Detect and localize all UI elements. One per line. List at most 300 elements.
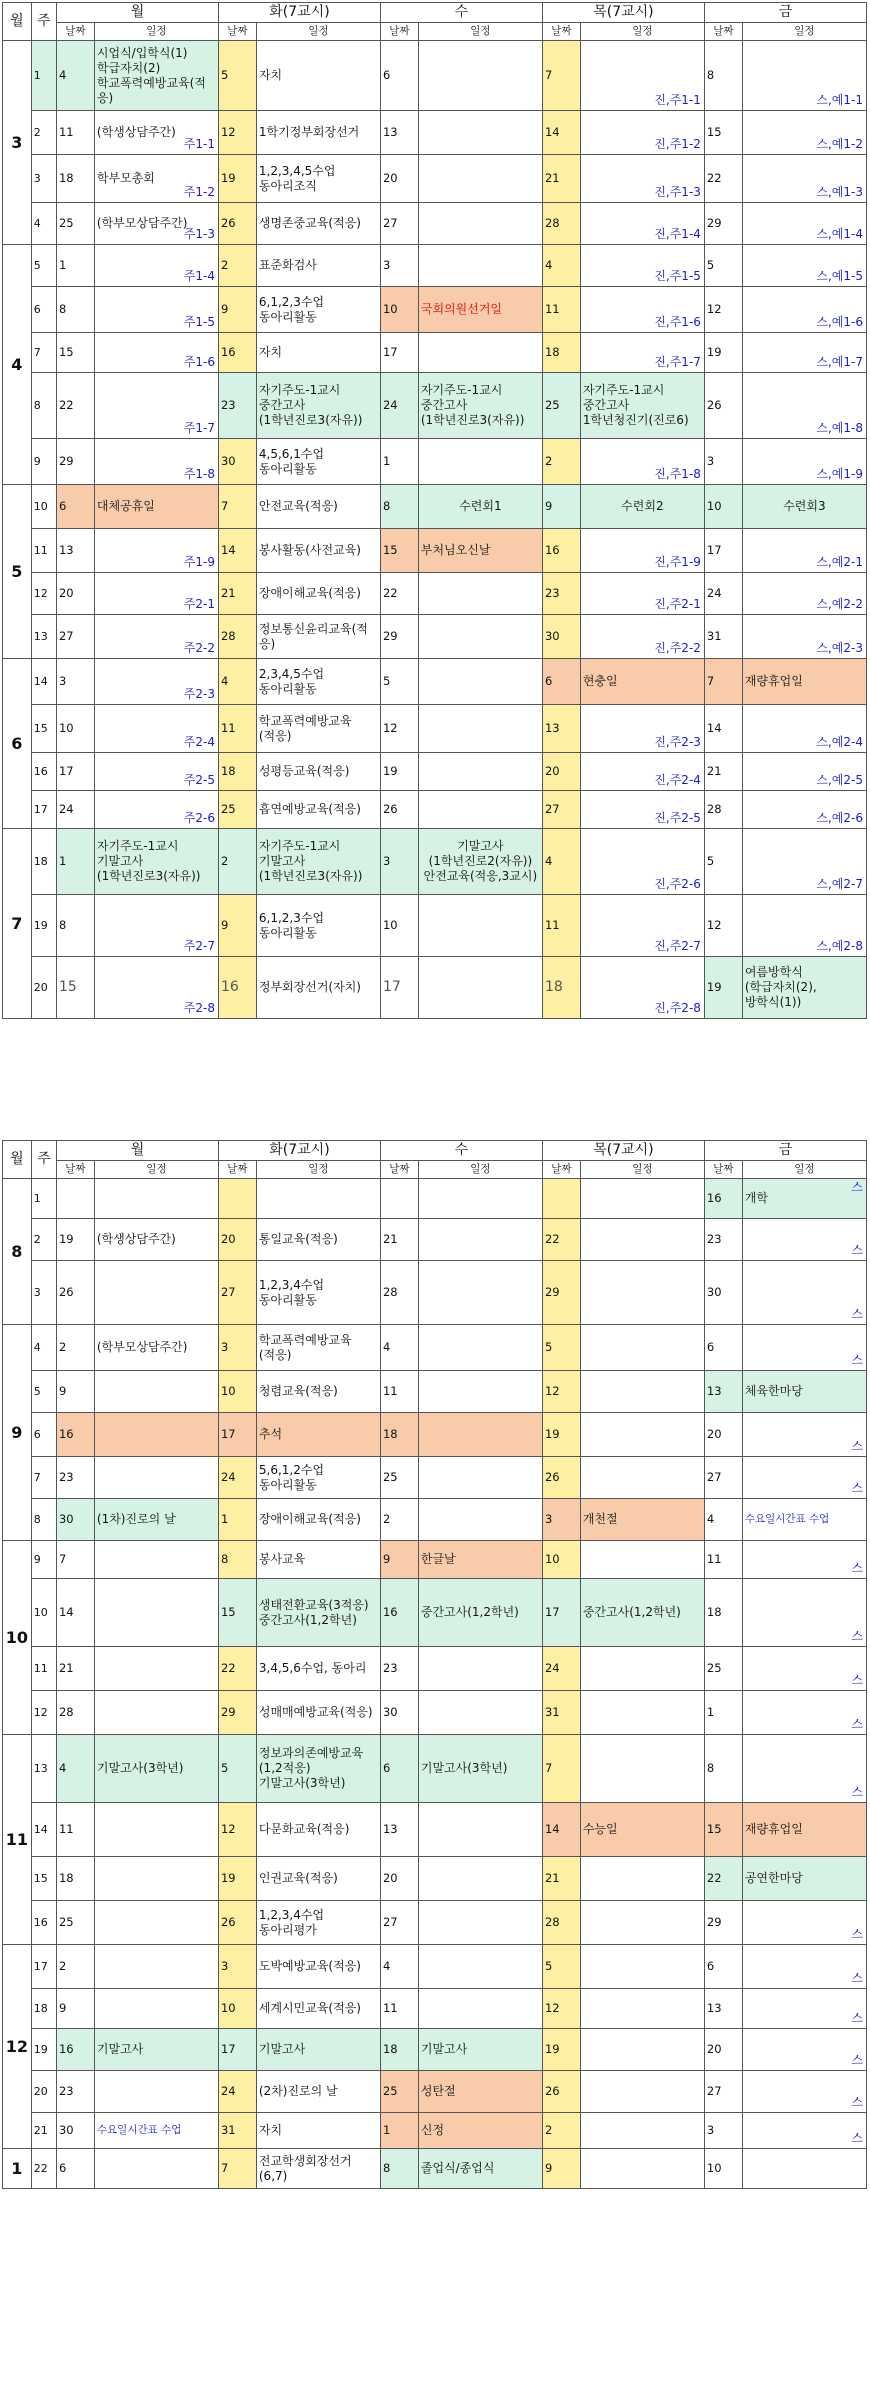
event-cell <box>580 1735 704 1803</box>
week-number: 8 <box>31 1499 56 1541</box>
week-header: 주 <box>31 1141 56 1179</box>
event-cell <box>94 287 218 333</box>
date-cell: 19 <box>704 957 742 1019</box>
event-cell <box>256 2071 380 2113</box>
date-cell: 16 <box>218 957 256 1019</box>
event-cell <box>256 1371 380 1413</box>
date-cell: 14 <box>704 705 742 753</box>
event-cell <box>580 155 704 203</box>
event-subheader: 일정 <box>418 23 542 41</box>
week-row <box>3 2149 867 2189</box>
event-cell <box>418 2113 542 2149</box>
week-row <box>3 1457 867 1499</box>
week-number: 17 <box>31 791 56 829</box>
event-cell <box>742 1735 866 1803</box>
event-cell <box>742 111 866 155</box>
event-text: 성평등교육(적응) <box>258 764 350 778</box>
event-cell <box>94 203 218 245</box>
event-cell <box>418 1371 542 1413</box>
date-cell: 6 <box>380 1735 418 1803</box>
event-cell <box>94 1413 218 1457</box>
event-cell <box>580 1261 704 1325</box>
class-code: 진,주2-8 <box>654 1001 701 1015</box>
class-code: 스,예2-4 <box>816 735 863 749</box>
event-text: 수련회1 <box>459 499 502 513</box>
date-cell: 5 <box>704 829 742 895</box>
event-cell <box>742 1261 866 1325</box>
event-text: 현충일 <box>582 674 618 688</box>
class-code: 스 <box>851 1927 863 1941</box>
event-text: 수능일 <box>582 1822 618 1836</box>
date-cell: 22 <box>542 1219 580 1261</box>
date-cell: 16 <box>380 1579 418 1647</box>
date-cell: 16 <box>218 333 256 373</box>
week-row <box>3 1541 867 1579</box>
class-code: 스 <box>851 1629 863 1643</box>
event-cell <box>94 2149 218 2189</box>
event-cell <box>94 753 218 791</box>
class-code: 주1-4 <box>183 269 215 283</box>
event-text: 자치 <box>258 2123 283 2137</box>
class-code: 스 <box>851 1673 863 1687</box>
month-cell: 7 <box>3 829 32 1019</box>
date-cell: 8 <box>380 2149 418 2189</box>
date-cell: 7 <box>704 659 742 705</box>
class-code: 스,예1-6 <box>816 315 863 329</box>
date-cell: 12 <box>380 705 418 753</box>
event-text: (학부모상담주간) <box>96 1340 188 1354</box>
event-text: 통일교육(적응) <box>258 1232 338 1246</box>
class-code: 스,예2-2 <box>816 597 863 611</box>
date-cell: 21 <box>380 1219 418 1261</box>
week-row <box>3 485 867 529</box>
date-cell: 7 <box>218 2149 256 2189</box>
month-cell: 5 <box>3 485 32 659</box>
event-cell <box>94 1457 218 1499</box>
event-cell <box>742 705 866 753</box>
event-cell <box>580 1499 704 1541</box>
week-row <box>3 1901 867 1945</box>
event-cell <box>256 705 380 753</box>
class-code: 스,예1-2 <box>816 137 863 151</box>
date-cell: 29 <box>704 1901 742 1945</box>
month-cell: 4 <box>3 245 32 485</box>
event-cell <box>580 1691 704 1735</box>
class-code: 진,주1-5 <box>654 269 701 283</box>
event-text: 대체공휴일 <box>96 499 155 513</box>
class-code: 진,주1-4 <box>654 227 701 241</box>
event-cell <box>418 1691 542 1735</box>
date-cell: 10 <box>542 1541 580 1579</box>
event-cell <box>742 2149 866 2189</box>
event-cell <box>742 439 866 485</box>
event-cell <box>418 895 542 957</box>
date-cell: 20 <box>704 1413 742 1457</box>
week-header: 주 <box>31 3 56 41</box>
event-cell <box>94 41 218 111</box>
week-number: 8 <box>31 373 56 439</box>
date-cell: 27 <box>56 615 94 659</box>
date-cell: 3 <box>542 1499 580 1541</box>
event-cell <box>94 615 218 659</box>
event-cell <box>256 2149 380 2189</box>
date-cell: 15 <box>704 111 742 155</box>
week-row <box>3 245 867 287</box>
date-cell: 9 <box>380 1541 418 1579</box>
event-cell <box>580 2113 704 2149</box>
event-cell <box>256 573 380 615</box>
event-cell <box>256 1179 380 1219</box>
date-cell: 18 <box>542 333 580 373</box>
week-row <box>3 1179 867 1219</box>
month-cell: 10 <box>3 1541 32 1735</box>
month-cell: 8 <box>3 1179 32 1325</box>
event-text: 성탄절 <box>420 2084 456 2098</box>
event-cell <box>580 203 704 245</box>
week-number: 16 <box>31 1901 56 1945</box>
class-code: 스 <box>851 2095 863 2109</box>
date-cell: 22 <box>380 573 418 615</box>
class-code: 주2-3 <box>183 687 215 701</box>
date-cell: 5 <box>542 1325 580 1371</box>
class-code: 스,예1-1 <box>816 93 863 107</box>
event-text: 자치 <box>258 68 283 82</box>
event-text: 수련회3 <box>783 499 826 513</box>
event-cell <box>94 245 218 287</box>
date-cell: 29 <box>380 615 418 659</box>
event-cell <box>94 1179 218 1219</box>
event-text: 청렴교육(적응) <box>258 1384 338 1398</box>
week-row <box>3 111 867 155</box>
event-cell <box>256 41 380 111</box>
date-cell: 3 <box>56 659 94 705</box>
week-number: 18 <box>31 829 56 895</box>
date-cell: 10 <box>218 1989 256 2029</box>
week-number: 3 <box>31 1261 56 1325</box>
week-number: 10 <box>31 485 56 529</box>
event-text: 체육한마당 <box>744 1384 803 1398</box>
date-cell: 2 <box>542 439 580 485</box>
class-code: 주1-2 <box>183 185 215 199</box>
event-cell <box>580 333 704 373</box>
date-cell: 2 <box>380 1499 418 1541</box>
semester-2-table <box>2 1140 867 2189</box>
date-cell: 11 <box>542 287 580 333</box>
week-row <box>3 1691 867 1735</box>
date-cell: 21 <box>704 753 742 791</box>
date-cell: 2 <box>218 829 256 895</box>
date-cell: 9 <box>542 2149 580 2189</box>
date-cell: 9 <box>218 287 256 333</box>
date-cell: 14 <box>542 1803 580 1857</box>
week-number: 5 <box>31 245 56 287</box>
week-row <box>3 829 867 895</box>
event-text: (학생상담주간) <box>96 1232 176 1246</box>
event-text: 기말고사 <box>258 2042 306 2056</box>
week-number: 20 <box>31 2071 56 2113</box>
date-cell: 4 <box>56 41 94 111</box>
event-cell <box>580 1901 704 1945</box>
week-number: 1 <box>31 41 56 111</box>
date-cell: 8 <box>56 895 94 957</box>
event-cell <box>418 1579 542 1647</box>
event-text: 세계시민교육(적응) <box>258 2001 361 2015</box>
event-cell <box>418 41 542 111</box>
date-cell: 10 <box>380 895 418 957</box>
week-row <box>3 41 867 111</box>
class-code: 스,예2-6 <box>816 811 863 825</box>
event-cell <box>256 1457 380 1499</box>
date-cell: 22 <box>218 1647 256 1691</box>
week-row <box>3 705 867 753</box>
date-cell: 5 <box>704 245 742 287</box>
date-cell: 24 <box>218 2071 256 2113</box>
event-cell <box>742 2113 866 2149</box>
event-cell <box>418 245 542 287</box>
date-cell: 28 <box>380 1261 418 1325</box>
date-cell: 5 <box>218 1735 256 1803</box>
date-cell: 19 <box>218 155 256 203</box>
class-code: 주2-8 <box>183 1001 215 1015</box>
event-cell <box>580 111 704 155</box>
event-text: 인권교육(적응) <box>258 1871 338 1885</box>
class-code: 스 <box>851 1717 863 1731</box>
date-subheader: 날짜 <box>380 23 418 41</box>
date-cell: 2 <box>56 1325 94 1371</box>
event-cell <box>742 485 866 529</box>
class-code: 주2-1 <box>183 597 215 611</box>
date-cell: 3 <box>704 2113 742 2149</box>
date-cell: 4 <box>56 1735 94 1803</box>
date-cell: 15 <box>380 529 418 573</box>
class-code: 스 <box>851 1971 863 1985</box>
week-row <box>3 1499 867 1541</box>
day-header: 수 <box>380 1141 542 1161</box>
class-code: 스,예1-4 <box>816 227 863 241</box>
date-cell: 15 <box>704 1803 742 1857</box>
week-number: 7 <box>31 1457 56 1499</box>
event-cell <box>742 1457 866 1499</box>
date-cell: 27 <box>704 1457 742 1499</box>
month-cell: 6 <box>3 659 32 829</box>
event-cell <box>742 1219 866 1261</box>
event-cell <box>256 1261 380 1325</box>
class-code: 주1-1 <box>183 137 215 151</box>
date-cell: 4 <box>542 245 580 287</box>
date-cell: 9 <box>56 1371 94 1413</box>
event-cell <box>742 829 866 895</box>
date-cell: 27 <box>380 1901 418 1945</box>
event-text: 자기주도-1교시 기말고사 (1학년진로3(자유)) <box>258 839 363 883</box>
date-cell: 17 <box>380 333 418 373</box>
event-text: 부처님오신날 <box>420 543 491 557</box>
date-cell: 25 <box>380 2071 418 2113</box>
event-cell <box>742 1901 866 1945</box>
date-cell: 5 <box>218 41 256 111</box>
date-cell: 13 <box>704 1371 742 1413</box>
event-cell <box>580 957 704 1019</box>
week-number: 14 <box>31 1803 56 1857</box>
date-cell <box>380 1179 418 1219</box>
event-text: 1,2,3,4,5수업 동아리조직 <box>258 163 336 193</box>
date-cell: 14 <box>56 1579 94 1647</box>
class-code: 주1-8 <box>183 467 215 481</box>
date-subheader: 날짜 <box>218 23 256 41</box>
date-cell: 7 <box>218 485 256 529</box>
event-text: 개학 <box>744 1191 769 1205</box>
class-code: 스,예2-3 <box>816 641 863 655</box>
event-cell <box>94 155 218 203</box>
event-text: 신정 <box>420 2123 445 2137</box>
event-text: 중간고사(1,2학년) <box>582 1605 681 1619</box>
event-cell <box>94 1901 218 1945</box>
event-cell <box>94 1579 218 1647</box>
date-cell: 12 <box>542 1371 580 1413</box>
event-text: 기말고사(3학년) <box>420 1761 508 1775</box>
event-text: 봉사활동(사전교육) <box>258 543 361 557</box>
event-text: 봉사교육 <box>258 1552 306 1566</box>
event-cell <box>94 1325 218 1371</box>
class-code: 스 <box>851 1353 863 1367</box>
event-cell <box>94 1371 218 1413</box>
week-row <box>3 287 867 333</box>
class-code: 스 <box>851 1785 863 1799</box>
event-text: 재량휴업일 <box>744 674 803 688</box>
event-text: 흡연예방교육(적응) <box>258 802 361 816</box>
week-number: 16 <box>31 753 56 791</box>
date-cell: 19 <box>704 333 742 373</box>
week-number: 14 <box>31 659 56 705</box>
date-cell: 30 <box>542 615 580 659</box>
class-code: 주2-7 <box>183 939 215 953</box>
event-text: 6,1,2,3수업 동아리활동 <box>258 294 325 324</box>
event-subheader: 일정 <box>580 1161 704 1179</box>
date-cell: 30 <box>56 1499 94 1541</box>
week-number: 19 <box>31 2029 56 2071</box>
event-text: 기말고사(3학년) <box>96 1761 184 1775</box>
event-cell <box>742 1179 866 1219</box>
week-number: 10 <box>31 1579 56 1647</box>
event-cell <box>742 333 866 373</box>
date-cell: 25 <box>704 1647 742 1691</box>
class-code: 주1-7 <box>183 421 215 435</box>
event-cell <box>418 957 542 1019</box>
date-cell: 25 <box>56 1901 94 1945</box>
class-code: 스 <box>851 1243 863 1257</box>
event-cell <box>256 485 380 529</box>
week-row <box>3 1945 867 1989</box>
event-cell <box>742 1541 866 1579</box>
date-cell: 7 <box>56 1541 94 1579</box>
day-header: 금 <box>704 3 866 23</box>
class-code: 스,예2-5 <box>816 773 863 787</box>
date-cell: 13 <box>704 1989 742 2029</box>
event-cell <box>418 705 542 753</box>
week-number: 4 <box>31 203 56 245</box>
date-subheader: 날짜 <box>56 1161 94 1179</box>
date-cell: 10 <box>218 1371 256 1413</box>
event-cell <box>580 2071 704 2113</box>
date-cell: 3 <box>218 1945 256 1989</box>
event-cell <box>580 373 704 439</box>
date-cell: 15 <box>56 957 94 1019</box>
class-code: 진,주1-2 <box>654 137 701 151</box>
date-cell: 27 <box>380 203 418 245</box>
date-cell: 6 <box>704 1325 742 1371</box>
event-text: 한글날 <box>420 1552 456 1566</box>
event-cell <box>418 373 542 439</box>
event-cell <box>580 2029 704 2071</box>
event-cell <box>580 287 704 333</box>
event-text: 자기주도-1교시 중간고사 1학년청진기(진로6) <box>582 383 689 427</box>
date-cell: 27 <box>704 2071 742 2113</box>
event-cell <box>742 287 866 333</box>
event-cell <box>256 753 380 791</box>
event-cell <box>94 1803 218 1857</box>
class-code: 진,주1-9 <box>654 555 701 569</box>
event-cell <box>94 895 218 957</box>
date-cell: 8 <box>218 1541 256 1579</box>
event-text: 국회의원선거일 <box>420 302 503 316</box>
date-cell: 3 <box>380 245 418 287</box>
week-number: 22 <box>31 2149 56 2189</box>
class-code: 진,주1-3 <box>654 185 701 199</box>
date-cell: 18 <box>704 1579 742 1647</box>
date-cell: 22 <box>704 155 742 203</box>
date-cell: 17 <box>56 753 94 791</box>
date-cell: 7 <box>542 41 580 111</box>
date-cell: 20 <box>380 155 418 203</box>
event-cell <box>256 1647 380 1691</box>
event-text: 수요일시간표 수업 <box>96 2124 182 2136</box>
event-cell <box>256 287 380 333</box>
date-cell: 12 <box>704 287 742 333</box>
date-cell: 19 <box>380 753 418 791</box>
date-subheader: 날짜 <box>56 23 94 41</box>
event-cell <box>256 615 380 659</box>
event-cell <box>418 791 542 829</box>
event-cell <box>418 753 542 791</box>
class-code: 주1-3 <box>183 227 215 241</box>
month-cell: 11 <box>3 1735 32 1945</box>
event-cell <box>256 155 380 203</box>
event-cell <box>580 791 704 829</box>
event-cell <box>580 2149 704 2189</box>
event-cell <box>742 659 866 705</box>
event-cell <box>94 1989 218 2029</box>
date-cell: 29 <box>218 1691 256 1735</box>
event-cell <box>742 2071 866 2113</box>
event-cell <box>418 1499 542 1541</box>
month-header: 월 <box>3 1141 32 1179</box>
date-cell: 12 <box>218 111 256 155</box>
date-cell: 27 <box>218 1261 256 1325</box>
week-number: 15 <box>31 705 56 753</box>
date-cell: 19 <box>542 1413 580 1457</box>
event-text: (1차)진로의 날 <box>96 1512 176 1526</box>
date-cell: 12 <box>542 1989 580 2029</box>
week-row <box>3 1857 867 1901</box>
event-cell <box>256 245 380 287</box>
date-cell: 23 <box>56 2071 94 2113</box>
event-cell <box>418 1457 542 1499</box>
week-number: 20 <box>31 957 56 1019</box>
event-cell <box>742 245 866 287</box>
event-cell <box>94 1647 218 1691</box>
event-text: 기말고사 <box>96 2042 144 2056</box>
event-text: 자기주도-1교시 중간고사 (1학년진로3(자유)) <box>258 383 363 427</box>
event-cell <box>742 373 866 439</box>
